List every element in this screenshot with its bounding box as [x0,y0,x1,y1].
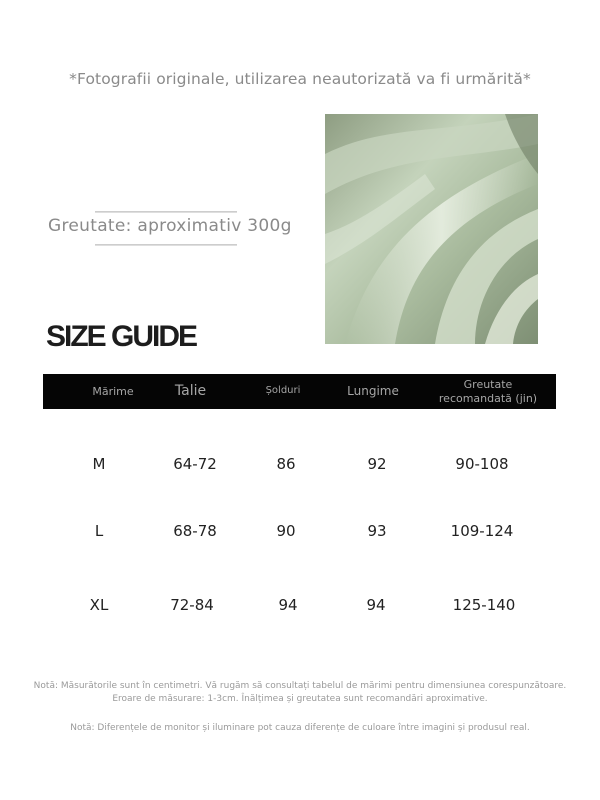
cell-weight: 109-124 [450,522,514,540]
size-guide-title: SIZE GUIDE [46,320,197,353]
header-size: Mărime [92,384,134,398]
cell-length: 94 [366,596,386,614]
measurement-note-line2: Eroare de măsurare: 1-3cm. Înălțimea și greutatea sunt recomandări aproximative. [112,693,488,704]
copyright-notice: *Fotografii originale, utilizarea neautorizată va fi urmărită* [69,70,531,88]
weight-label: Greutate: aproximativ 300g [48,216,292,236]
cell-waist: 72-84 [170,596,214,614]
size-table-header [43,374,556,409]
cell-length: 92 [367,455,387,473]
cell-hips: 90 [276,522,296,540]
cell-length: 93 [367,522,387,540]
color-note: Notă: Diferențele de monitor și iluminare pot cauza diferențe de culoare între imagini și produsul real. [70,723,530,733]
cell-hips: 86 [276,455,296,473]
header-hips: Șolduri [265,385,301,397]
cell-waist: 68-78 [173,522,217,540]
cell-size: M [92,455,106,473]
measurement-note [0,680,600,705]
cell-weight: 125-140 [452,596,516,614]
header-recommended-weight: Greutate recomandată (jin) [438,377,538,405]
cell-hips: 94 [278,596,298,614]
measurement-note-line1: Notă: Măsurătorile sunt în centimetri. Vă rugăm să consultați tabelul de mărimi pentru dimensiunea corespunzătoare. [33,681,567,691]
cell-size: L [94,522,104,540]
cell-weight: 90-108 [455,455,509,473]
header-waist: Talie [174,382,207,399]
cell-size: XL [89,596,109,614]
weight-line-bottom [95,244,237,246]
weight-line-top [95,211,237,213]
cell-waist: 64-72 [173,455,217,473]
header-length: Lungime [347,384,399,398]
fabric-photo [325,114,538,344]
